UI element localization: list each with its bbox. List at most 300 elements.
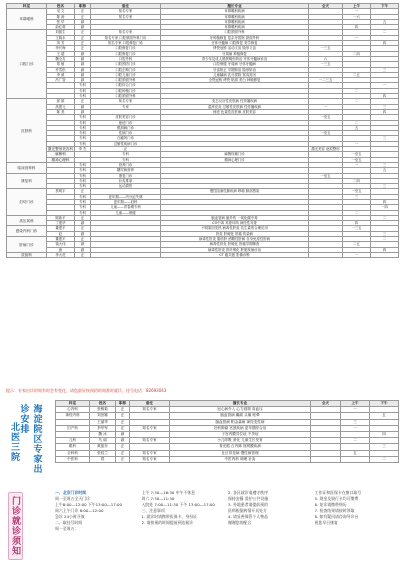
pm-cell: 五 [371, 168, 399, 173]
note-line: 1. 就诊时请携带医保卡、身份证 [141, 514, 198, 519]
pm-cell: 四 [371, 41, 399, 46]
title-cell: 副 [116, 432, 130, 438]
remark-cell: 儿童——青春期专科 [91, 205, 161, 210]
name-cell: 李华军 [90, 425, 116, 431]
title-cell: 专科 [75, 141, 91, 146]
remark-cell: 糖尿病营养 [91, 168, 161, 173]
pm-cell: 二 [371, 215, 399, 220]
note-line: 2. 各区就诊请遵守秩序 [228, 490, 268, 495]
all-day-cell [309, 252, 343, 257]
title-cell: 正 [116, 450, 130, 456]
am-cell: 三 [343, 194, 371, 199]
title-cell: 正 [75, 35, 91, 40]
name-cell: 董建平 [47, 226, 75, 231]
title-cell: 专科 [75, 205, 91, 210]
name-cell: 许雪松 [47, 67, 75, 72]
specialty-cell: 中医内科 调理 针灸 [170, 456, 311, 462]
am-cell: 一六 [343, 14, 371, 19]
pm-cell: 三 [371, 104, 399, 109]
pm-cell: 四 [370, 432, 399, 438]
am-cell: 一 [341, 425, 370, 431]
remark-cell: 知名专家 [91, 30, 161, 35]
column-header: 科室 [56, 401, 90, 407]
title-cell: 专科 [75, 94, 91, 99]
title-cell: 正 [75, 237, 91, 242]
pm-cell: 一 [371, 83, 399, 88]
title-cell: 正 [75, 226, 91, 231]
dept-cell: 心内科 [56, 407, 90, 413]
remark-cell: 过敏性疾病门诊 [91, 141, 161, 146]
title-cell: 副 [116, 438, 130, 444]
am-cell: 五 [341, 450, 370, 456]
specialty-cell: 不明原因发热 病毒性肝炎 抗生素的合理应用 [161, 226, 309, 231]
name-cell: 王 超 [47, 51, 75, 56]
notes-section [55, 490, 398, 560]
pm-cell: 三 [371, 184, 399, 189]
pm-cell: 四 [371, 199, 399, 204]
dept-cell: 儿科 [56, 438, 90, 444]
remark-cell: 知名专家 [130, 407, 170, 413]
specialty-cell: 妇科肿瘤 宫颈疾病 更年期综合征 [170, 425, 311, 431]
remark-cell: 口腔儿童门诊 [91, 72, 161, 77]
name-cell: 魏 冰 [90, 432, 116, 438]
remark-cell: 康复门诊 [91, 173, 161, 178]
remark-cell: 皮肤美容门诊 [91, 115, 161, 120]
am-cell: 二四 [343, 178, 371, 183]
title-cell: 专科 [75, 83, 91, 88]
title-cell: 专科 [75, 136, 91, 141]
name-cell: 王晓永 [47, 35, 75, 40]
title-cell: 副 [75, 104, 91, 109]
am-cell: 二 [343, 120, 371, 125]
all-day-cell: 一至五 [343, 152, 371, 157]
am-cell: 一 [343, 141, 371, 146]
note-line: 周六上午门诊 8:00—12:00 [55, 508, 104, 513]
name-cell: 陈新平 [47, 215, 75, 220]
specialty-cell: CT 磁共振 影像诊断 [161, 252, 309, 257]
specialty-cell: 社区常见病 慢性病管理 [170, 450, 311, 456]
title-cell: 正 [116, 419, 130, 425]
table-row [56, 456, 399, 462]
title-cell: 正 [91, 147, 161, 152]
note-line: 周六 7:30—11:30 [141, 496, 175, 501]
remark-cell: 知名专家 [91, 9, 161, 14]
pm-cell: 四 [371, 94, 399, 99]
am-cell: 四 [343, 221, 371, 226]
remark-cell: 针灸推拿 [91, 178, 161, 183]
note-line: 上午 7:30—16:30 中午不休息 [141, 490, 196, 495]
pm-cell: 三 [371, 162, 399, 167]
specialty-cell: 病毒性肝炎 肝硬化 肝癌早期筛查 [161, 242, 309, 247]
all-day-cell: 一至五 [309, 173, 343, 178]
specialty-cell: 牙周病 种植修复 [161, 51, 309, 56]
note-heading: 一、北京门诊时间 [55, 490, 87, 495]
name-cell: 马 丽 [90, 438, 116, 444]
note-line: 4. 请妥善保管个人物品 [228, 514, 268, 519]
column-header: 下午 [370, 401, 399, 407]
name-cell: 钱大伟 [47, 242, 75, 247]
name-cell: 董建平 [47, 237, 75, 242]
remark-cell: 营养门诊 [91, 162, 161, 167]
column-header: 上午 [341, 401, 370, 407]
dept-cell: 妇幼门诊 [7, 189, 47, 215]
title-cell: 副 [75, 51, 91, 56]
dept-cell: 肝病门诊 [7, 237, 47, 253]
name-cell: 李长海 [47, 46, 75, 51]
specialty-cell: 烤瓷冠桥 活动义齿 隐形义齿 [161, 46, 309, 51]
pm-cell: 四 [371, 247, 399, 252]
specialty-cell: 耳鼻喉科疾病 [161, 9, 309, 14]
title-cell: 副 [75, 72, 91, 77]
note-line: 谢谢您的配合 [228, 520, 252, 525]
name-cell: 高建元 [47, 104, 75, 109]
remark-cell: 精神心理门诊 [161, 157, 309, 162]
note-line: 保持安静 爱护公共设施 [228, 496, 269, 501]
dept-cell: 耳鼻喉科 [7, 9, 47, 30]
am-cell: 一 [343, 252, 371, 257]
pm-cell: 三 [371, 136, 399, 141]
am-cell: 一三五 [343, 226, 371, 231]
remark-cell: 更年期——妇科 [91, 199, 161, 204]
note-line: 上午8:00—12:00 下午13:00—17:00 [55, 502, 122, 507]
column-header: 全天 [311, 401, 341, 407]
title-cell: 专科 [75, 131, 91, 136]
am-cell: 二五 [343, 242, 371, 247]
title-cell: 正 [75, 189, 91, 194]
table-body [56, 407, 399, 463]
hospital-title: 北医三院 [9, 422, 19, 462]
name-cell: 刘世娜 [90, 413, 116, 419]
note-line: 二、取挂号时间 [55, 520, 83, 525]
all-day-cell: 一二三五 [309, 78, 343, 83]
title-cell: 正 [75, 9, 91, 14]
dept-cell: 眼科 [56, 444, 90, 450]
name-cell: 张桂兰 [90, 450, 116, 456]
title-cell: 专科 [75, 194, 91, 199]
column-header: 擅长专业 [161, 4, 309, 9]
name-cell: 蔡明宇 [47, 189, 75, 194]
note-line: 急诊 24小时开放 [55, 514, 85, 519]
title-cell: 专科 [75, 125, 91, 130]
name-cell: 陈 涛 [47, 14, 75, 19]
pm-cell: 三 [371, 67, 399, 72]
title-cell: 专科 [91, 152, 161, 157]
remark-cell: 更年期——内分泌失调 [91, 194, 161, 199]
schedule-table-bottom [55, 400, 399, 463]
table-row [7, 252, 399, 257]
dept-cell: 口腔门诊 [7, 30, 47, 99]
specialty-cell: 慢性阻塞性肺疾病 哮喘 肺部感染 [161, 189, 309, 194]
specialty-cell: 牙体牙髓病 口腔修复 美学修复 [161, 41, 309, 46]
specialty-cell: 耳鼻喉科疾病 [161, 19, 309, 24]
remark-cell: 知名专家 [130, 456, 170, 462]
dept-cell: 中医科 [56, 456, 90, 462]
remark-cell [91, 252, 161, 257]
dept-cell: 放射科 [7, 252, 47, 257]
title-cell: 正 [75, 14, 91, 19]
title-cell: 副 [75, 67, 91, 72]
column-header: 备注 [91, 4, 161, 9]
specialty-cell: 冠心病介入 心力衰竭 高血压 [170, 407, 311, 413]
name-cell: 陈 美 [47, 109, 75, 114]
name-cell: 张稚菊 [90, 407, 116, 413]
pm-cell: 二 [370, 456, 399, 462]
note-line: 入院处 7:00—11:30 下午 13:00—17:00 [141, 502, 215, 507]
specialty-cell: CO中毒 耳聋耳鸣 神经性耳聋 [161, 221, 309, 226]
note-line: 工作证和医保卡在窗口取号 [314, 490, 362, 495]
note-line: 6. 复诊请携带病历 [314, 502, 347, 507]
remark-cell: 知名专家 [130, 425, 170, 431]
remark-cell: 麻醉疼痛门诊 [161, 152, 309, 157]
title-cell: 专科 [75, 210, 91, 215]
all-day-cell: 一三五 [309, 62, 343, 67]
dept-cell: 感染内科门诊 [7, 226, 47, 237]
title-cell: 副 [75, 62, 91, 67]
remark-cell: 白癜风门诊 [91, 136, 161, 141]
am-cell: 二 [343, 88, 371, 93]
specialty-cell: 肝炎 肝硬化 肝癌 传染病 [161, 231, 309, 236]
pm-cell [371, 252, 399, 257]
pm-cell: 二 [371, 237, 399, 242]
am-cell: 三 [341, 419, 370, 425]
remark-cell: 口腔颌面外科 [91, 94, 161, 99]
title-cell: 正 [116, 456, 130, 462]
note-column [142, 490, 226, 560]
title-cell: 副 [75, 242, 91, 247]
column-header: 上午 [343, 4, 371, 9]
specialty-cell: 小儿呼吸 消化 儿童生长发育 [170, 438, 311, 444]
specialty-cell: 病毒性肝炎 肝纤维化 肝脏疾病诊治 [161, 247, 309, 252]
all-day-cell: 一 [309, 104, 343, 109]
remark-cell: 知名专家 [91, 14, 161, 19]
note-line: 三、注意事项 [141, 508, 165, 513]
title-cell: 副 [75, 109, 91, 114]
name-cell: 俞红莉 [47, 25, 75, 30]
specialty-cell: 脑血管病 帕金森病 神经变性病 [170, 419, 311, 425]
remark-cell: 口腔正畸门诊 [91, 67, 161, 72]
section-title: 海淀院区专家出诊安排 [18, 404, 42, 474]
name-cell: 刘 芳 [47, 41, 75, 46]
dept-cell: 精神心理科 [47, 157, 75, 162]
am-cell: 四 [343, 25, 371, 30]
note-column [315, 490, 399, 560]
specialty-cell: 脑血管病 脑外伤 一氧化碳中毒 [161, 215, 309, 220]
title-cell: 副 [75, 231, 91, 236]
remark-cell: 知名专家 [130, 450, 170, 456]
column-header: 姓名 [90, 401, 116, 407]
all-day-cell: 一至五 [309, 131, 343, 136]
title-cell: 副 [75, 56, 91, 61]
remark-cell: 专家 [91, 104, 161, 109]
remark-cell: 痤疮门诊 [91, 120, 161, 125]
all-day-cell: 一至五 [309, 115, 343, 120]
notice-text: 提示：专家出诊时间有时会有变化，请您最好按预约时间准时就诊，挂号电话：82693043 [6, 388, 167, 393]
dept-cell: 麻醉科 [47, 152, 75, 157]
column-header: 姓名 [47, 4, 75, 9]
dept-cell: 高压氧科 [7, 215, 47, 226]
pm-cell: 三 [370, 444, 399, 450]
all-day-cell [311, 456, 341, 462]
name-cell: 李 杰 [75, 147, 91, 152]
name-cell: 魏全友 [47, 56, 75, 61]
title-cell: 专科 [75, 115, 91, 120]
title-cell: 副 [75, 78, 91, 83]
column-header: 下午 [371, 4, 399, 9]
specialty-cell: 耳鼻喉科疾病 [161, 14, 309, 19]
note-line: 3. 外地患者请提前预约 [228, 502, 268, 507]
name-cell: 郑 [90, 456, 116, 462]
title-cell: 正 [75, 41, 91, 46]
remark-cell: 口腔颌面外科 [91, 78, 161, 83]
table-body [7, 9, 399, 258]
specialty-cell: 口腔保健 牙周病 牙体牙髓病 [161, 62, 309, 67]
title-cell: 专科 [75, 184, 91, 189]
remark-cell: 知名专家 [91, 99, 161, 104]
pm-cell: 二 [371, 30, 399, 35]
column-header: 职称 [116, 401, 130, 407]
title-cell: 正 [116, 444, 130, 450]
schedule-table-top [6, 3, 399, 258]
dept-cell: 激光整形美容科 [47, 147, 74, 152]
title-cell: 正 [75, 30, 91, 35]
am-cell: 五 [343, 125, 371, 130]
column-header: 科室 [7, 4, 47, 9]
specialty-cell: 牙齿矫正 早期矫治 隐形矫治 [161, 67, 309, 72]
note-column [228, 490, 312, 560]
name-cell: 赵 [47, 231, 75, 236]
title-cell: 副 [75, 247, 91, 252]
note-line: 周一至周五全天门诊 [55, 496, 91, 501]
title-cell: 正 [75, 215, 91, 220]
am-cell [341, 456, 370, 462]
specialty-cell: 变态反应性皮肤病 性传播疾病 [161, 99, 309, 104]
title-cell: 专科 [75, 173, 91, 178]
title-cell: 专科 [75, 199, 91, 204]
title-cell: 正 [75, 252, 91, 257]
column-header: 全天 [309, 4, 343, 9]
title-cell: 正 [116, 413, 130, 419]
title-cell: 副 [75, 19, 91, 24]
dept-cell: 神经内科 [56, 413, 90, 419]
note-line: 周一至周五： [55, 526, 79, 531]
column-header: 擅长专业 [170, 401, 311, 407]
remark-cell: 口腔综合门诊 [91, 83, 161, 88]
title-cell: 正 [116, 425, 130, 431]
remark-cell: 性病门诊 [91, 131, 161, 136]
remark-cell: 口腔修复门诊 [91, 46, 161, 51]
title-cell: 正 [116, 407, 130, 413]
title-cell: 专科 [75, 88, 91, 93]
title-cell: 正 [75, 46, 91, 51]
remark-cell: 知名专家 口腔颌面外科门诊 [91, 35, 161, 40]
note-line: 8. 如有疑问请咨询导诊台 [314, 514, 359, 519]
title-cell: 副 [75, 25, 91, 30]
pm-cell: 五 [370, 413, 399, 419]
specialty-cell: 全瓷冠桥 烤瓷 贴面 美白 种植修复 [161, 78, 309, 83]
remark-cell: 儿童——保健 [91, 210, 161, 215]
dept-cell: 全科科 [56, 450, 90, 456]
name-cell: 刘振生 [47, 30, 75, 35]
note-line: 5. 现金及银行卡均可缴费 [314, 496, 359, 501]
remark-cell: 运动损伤 [91, 184, 161, 189]
pm-cell: 四 [371, 109, 399, 114]
specialty-cell: 子宫内膜异位症 不孕症 [170, 432, 311, 438]
remark-cell: 口腔种植门诊 [91, 88, 161, 93]
note-line: 祝您早日康复 [314, 520, 338, 525]
dept-cell: 妇产科 [56, 425, 90, 431]
am-cell: 二五 [343, 72, 371, 77]
specialty-cell: 耳鼻喉科疾病 [161, 25, 309, 30]
remark-cell: 银屑病门诊 [91, 125, 161, 130]
all-day-cell: 六 [309, 56, 343, 61]
remark-cell: 口腔预防门诊 [91, 62, 161, 67]
specialty-cell: 青少年及成人错颌畸形矫治 牙体牙髓病诊治 [161, 56, 309, 61]
am-cell: 一至五 [343, 189, 371, 194]
title-cell: 专科 [75, 120, 91, 125]
specialty-cell: 脑血管病 癫痫 头痛 眩晕 [170, 413, 311, 419]
name-cell: 邱 斌 [47, 99, 75, 104]
specialty-cell: 儿童龋病 乳牙拔除 窝沟封闭 [161, 72, 309, 77]
title-cell: 专科 [91, 157, 161, 162]
am-cell: 一 [341, 407, 370, 413]
title-cell: 专科 [75, 178, 91, 183]
name-cell: 张 华 [47, 19, 75, 24]
remark-cell: 知名专家 [130, 438, 170, 444]
am-cell: 二 [341, 438, 370, 444]
name-cell: 吴 文 [47, 9, 75, 14]
remark-cell: 口腔外科 [91, 56, 161, 61]
name-cell: 王丽华 [90, 419, 116, 425]
specialty-cell: 激光美容 疤痕整形 [309, 147, 343, 152]
remark-cell: 知名专家 口腔修复门诊 [91, 41, 161, 46]
name-cell: 黄振东 [90, 444, 116, 450]
specialty-cell: 青光眼 白内障 视网膜疾病 [170, 444, 311, 450]
specialty-cell: 湿疹皮炎 过敏性皮肤病 性传播疾病 [161, 104, 309, 109]
remark-cell: 口腔修复门诊 [91, 51, 161, 56]
name-cell: 冯广智 [47, 78, 75, 83]
title-cell: 专科 [75, 168, 91, 173]
specialty-cell: 牙种植修复 复杂牙拔除 颌面外科 [161, 35, 309, 40]
dept-cell: 皮肤科 [7, 99, 47, 163]
all-day-cell: 一三五 [309, 46, 343, 51]
specialty-cell: 病毒性肝炎 脂肪肝 酒精性肝病 自身免疫性肝病 [161, 237, 309, 242]
am-cell: 一 [343, 35, 371, 40]
note-line: 7. 检查结果请按时领取 [314, 508, 355, 513]
all-day-cell: 一至五 [343, 157, 371, 162]
specialty-cell: 口腔颌面外科 [161, 30, 309, 35]
pm-cell: 五 [371, 19, 399, 24]
name-cell: 李 威 [47, 72, 75, 77]
am-cell: 二 [343, 99, 371, 104]
name-cell: 丁建华 [47, 221, 75, 226]
column-header: 备注 [130, 401, 170, 407]
dept-cell: 康复科 [7, 173, 47, 189]
note-line: 医师根据病情开具处方 [228, 508, 267, 513]
title-cell: 正 [75, 99, 91, 104]
am-cell: 二四 [343, 51, 371, 56]
name-cell: 唐 [47, 247, 75, 252]
name-cell: 郑 敏 [47, 62, 75, 67]
guide-title: 门诊就诊须知 [8, 492, 23, 560]
specialty-cell: 痤疮 色素性皮肤病 皮肤美容 [161, 109, 309, 114]
am-cell: 一 [343, 162, 371, 167]
column-header: 职称 [75, 4, 91, 9]
pm-cell: 一四 [371, 205, 399, 210]
name-cell: 李大虎 [47, 252, 75, 257]
am-cell: 二 [343, 210, 371, 215]
note-column [55, 490, 139, 560]
am-cell: 一 [343, 9, 371, 14]
